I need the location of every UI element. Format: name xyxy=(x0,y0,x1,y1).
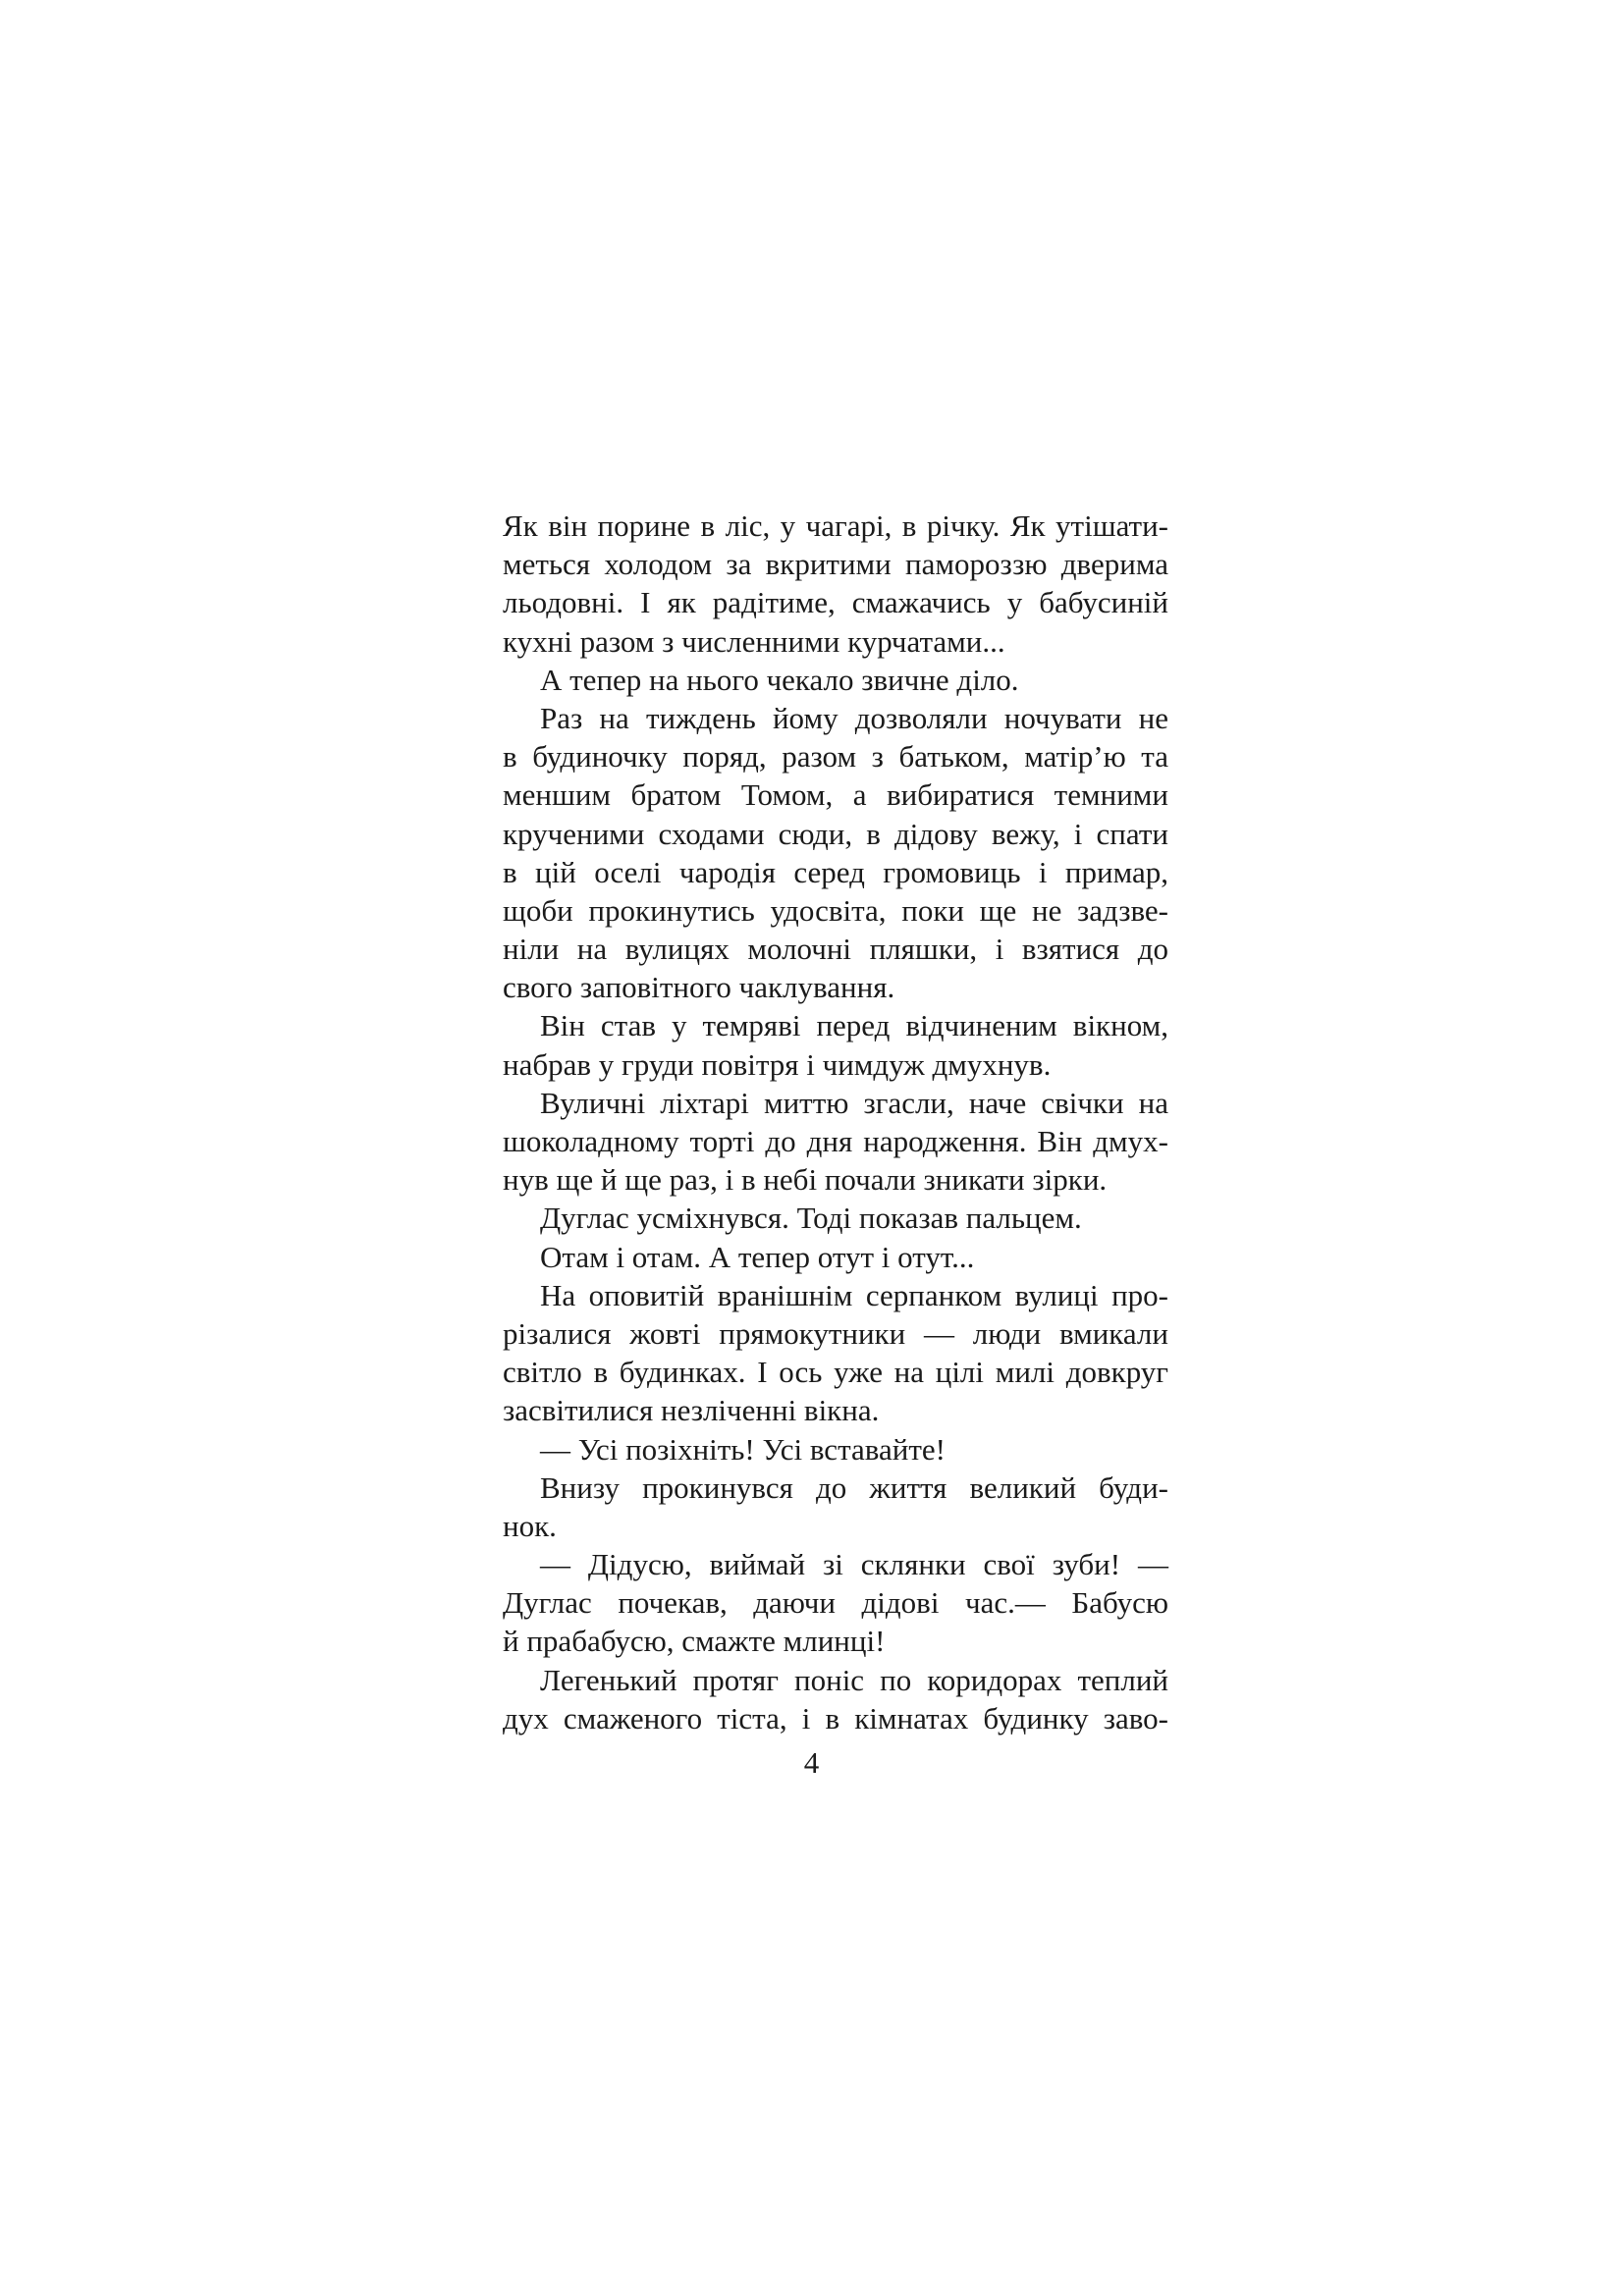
text-line: світло в будинках. І ось уже на цілі милі довкруг xyxy=(503,1355,1168,1390)
text-line: й прабабусю, смажте млинці! xyxy=(503,1624,886,1659)
text-line: в будиночку поряд, разом з батьком, матір’ю та xyxy=(503,739,1168,774)
text-line: Як він порине в ліс, у чагарі, в річку. Як утішати- xyxy=(503,508,1168,543)
text-line: Дуглас почекав, даючи дідові час.— Бабусю xyxy=(503,1585,1168,1621)
text-line: Легенький протяг поніс по коридорах теплий xyxy=(540,1662,1168,1697)
text-line: Внизу прокинувся до життя великий буди- xyxy=(540,1469,1168,1505)
text-line: нок. xyxy=(503,1508,557,1543)
text-line: засвітилися незліченні вікна. xyxy=(503,1393,880,1428)
text-line: А тепер на нього чекало звичне діло. xyxy=(540,662,1019,697)
text-line: кухні разом з численними курчатами... xyxy=(503,623,1005,659)
text-line: набрав у груди повітря і чимдуж дмухнув. xyxy=(503,1046,1052,1082)
text-line: нув ще й ще раз, і в небі почали зникати зірки. xyxy=(503,1162,1108,1198)
text-line: На оповитій вранішнім серпанком вулиці про- xyxy=(540,1277,1168,1312)
text-line: ніли на вулицях молочні пляшки, і взятися до xyxy=(503,932,1168,967)
text-line: Раз на тиждень йому дозволяли ночувати не xyxy=(540,700,1168,735)
text-line: меться холодом за вкритими памороззю дверима xyxy=(503,547,1168,582)
text-line: в цій оселі чародія серед громовиць і примар, xyxy=(503,854,1168,889)
text-line: Вуличні ліхтарі миттю згасли, наче свічки на xyxy=(540,1085,1168,1120)
text-line: — Усі позіхніть! Усі вставайте! xyxy=(540,1431,946,1467)
text-line: Дуглас усміхнувся. Тоді показав пальцем. xyxy=(540,1201,1082,1236)
text-line: щоби прокинутись удосвіта, поки ще не задзве- xyxy=(503,892,1168,928)
text-line: Отам і отам. А тепер отут і отут... xyxy=(540,1239,975,1274)
text-line: різалися жовті прямокутники — люди вмикали xyxy=(503,1315,1168,1351)
text-line: свого заповітного чаклування. xyxy=(503,970,895,1005)
text-line: — Дідусю, виймай зі склянки свої зуби! — xyxy=(540,1547,1168,1582)
text-line: меншим братом Томом, а вибиратися темними xyxy=(503,777,1168,813)
text-line: льодовні. І як радітиме, смажачись у бабусиній xyxy=(503,585,1168,620)
text-line: крученими сходами сюди, в дідову вежу, і спати xyxy=(503,816,1168,851)
text-line: шоколадному торті до дня народження. Він дмух- xyxy=(503,1124,1168,1158)
text-line: Він став у темряві перед відчиненим вікном, xyxy=(540,1008,1168,1043)
text-line: дух смаженого тіста, і в кімнатах будинку заво- xyxy=(503,1700,1168,1735)
body-text xyxy=(503,507,1168,1737)
page-number: 4 xyxy=(803,1745,820,1780)
